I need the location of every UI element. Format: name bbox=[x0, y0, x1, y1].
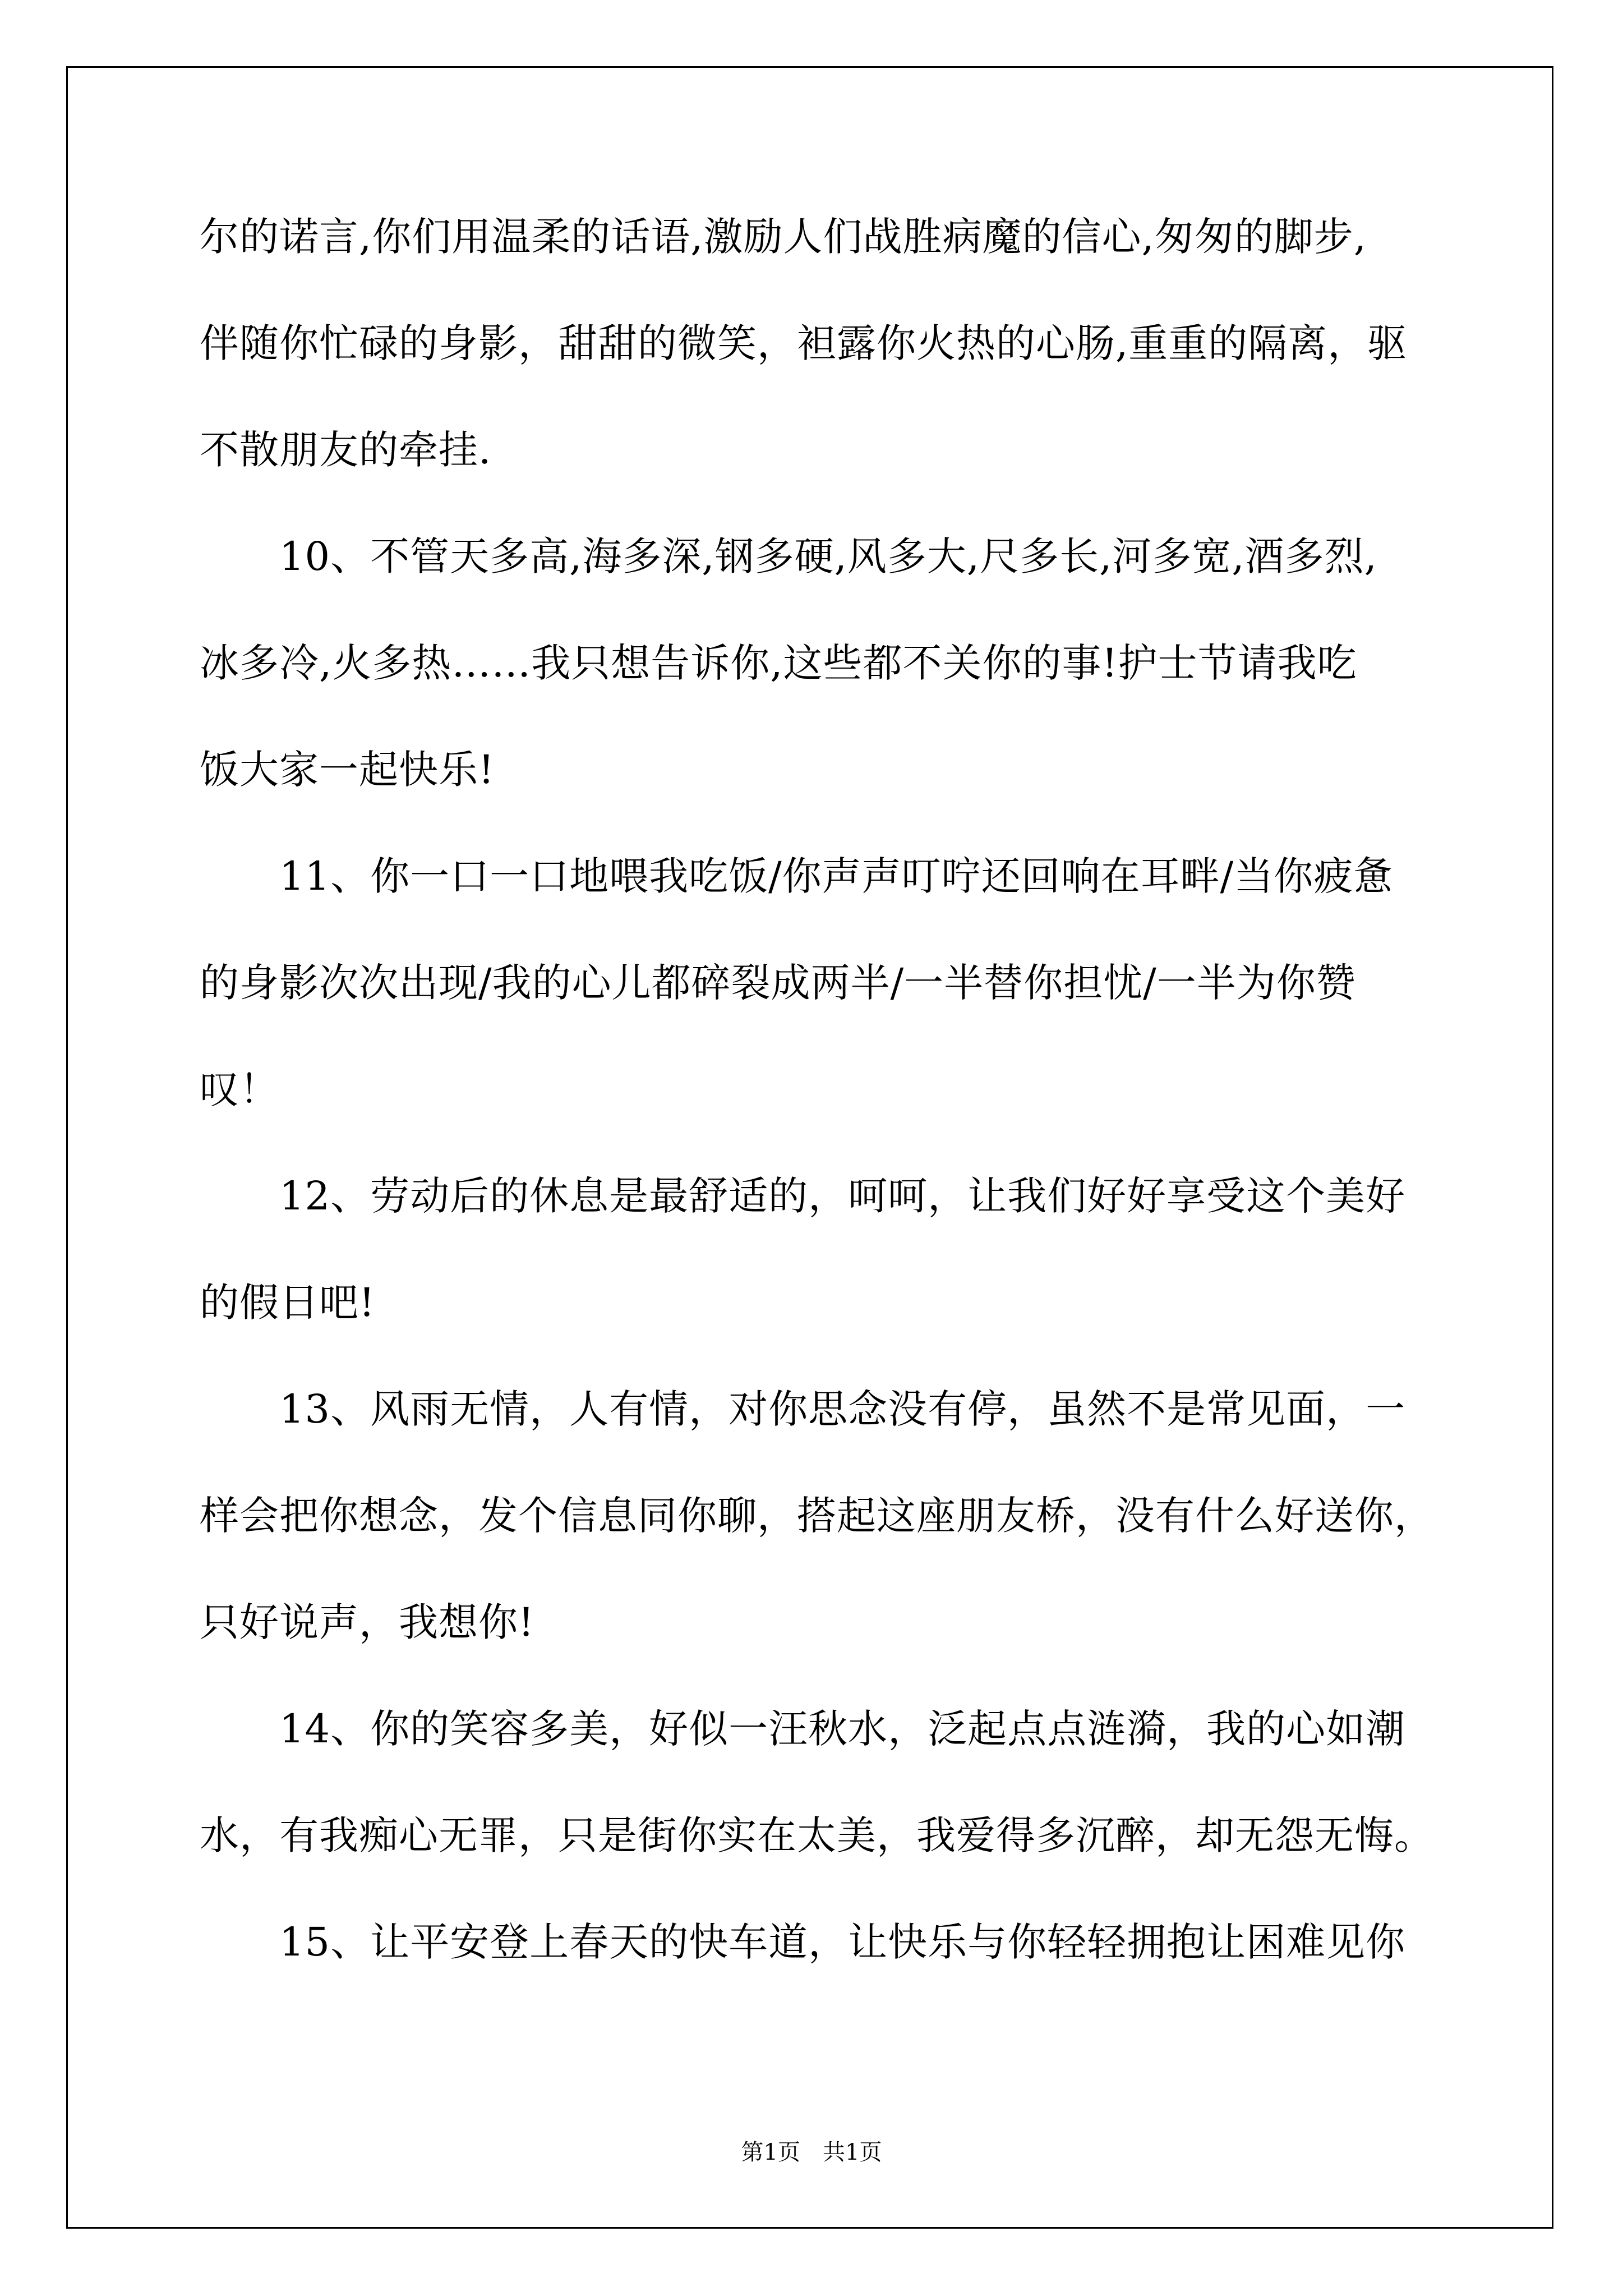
text-line: 冰多冷,火多热……我只想告诉你,这些都不关你的事!护士节请我吃 bbox=[200, 640, 1357, 686]
text-line: 10、不管天多高,海多深,钢多硬,风多大,尺多长,河多宽,酒多烈, bbox=[200, 533, 1377, 579]
text-line: 的身影次次出现/我的心儿都碎裂成两半/一半替你担忧/一半为你赞 bbox=[200, 960, 1356, 1006]
text-line: 尔的诺言,你们用温柔的话语,激励人们战胜病魔的信心,匆匆的脚步, bbox=[200, 214, 1367, 260]
text-line: 的假日吧! bbox=[200, 1280, 376, 1326]
text-line: 水，有我痴心无罪，只是街你实在太美，我爱得多沉醉，却无怨无悔。 bbox=[200, 1812, 1434, 1858]
text-line: 13、风雨无情，人有情，对你思念没有停，虽然不是常见面，一 bbox=[200, 1386, 1406, 1432]
text-line: 只好说声，我想你! bbox=[200, 1599, 535, 1645]
text-line: 15、让平安登上春天的快车道，让快乐与你轻轻拥抱让困难见你 bbox=[200, 1919, 1406, 1965]
text-line: 不散朋友的牵挂. bbox=[200, 427, 492, 473]
text-line: 饭大家一起快乐! bbox=[200, 747, 495, 793]
text-line: 11、你一口一口地喂我吃饭/你声声叮咛还回响在耳畔/当你疲惫 bbox=[200, 853, 1394, 899]
page-number-footer: 第1页 共1页 bbox=[741, 2139, 882, 2165]
text-line: 叹！ bbox=[200, 1066, 279, 1112]
text-line: 12、劳动后的休息是最舒适的，呵呵，让我们好好享受这个美好 bbox=[200, 1173, 1406, 1219]
text-line: 14、你的笑容多美，好似一汪秋水，泛起点点涟漪，我的心如潮 bbox=[200, 1706, 1406, 1752]
text-line: 样会把你想念，发个信息同你聊，搭起这座朋友桥，没有什么好送你， bbox=[200, 1493, 1434, 1539]
text-line: 伴随你忙碌的身影，甜甜的微笑，袒露你火热的心肠,重重的隔离，驱 bbox=[200, 320, 1408, 366]
document-body bbox=[200, 214, 1433, 2026]
